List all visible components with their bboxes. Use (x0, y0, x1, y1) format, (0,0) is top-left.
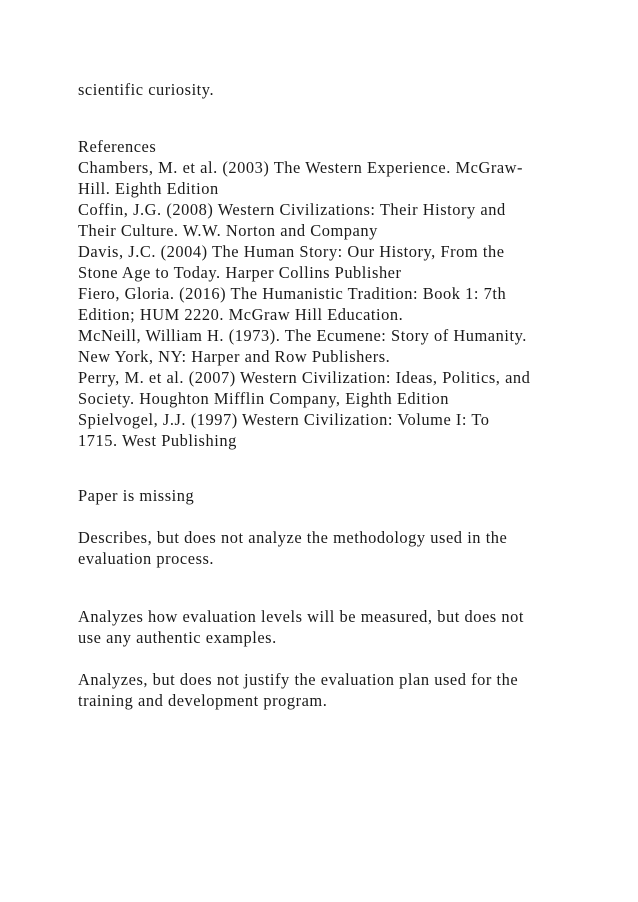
rubric-analyzes-plan-line: training and development program. (78, 691, 328, 710)
reference-line: McNeill, William H. (1973). The Ecumene: Story of Humanity. (78, 326, 527, 345)
reference-line: Coffin, J.G. (2008) Western Civilizations: Their History and (78, 200, 506, 219)
reference-line: Chambers, M. et al. (2003) The Western Experience. McGraw- (78, 158, 524, 177)
rubric-describes-line: Describes, but does not analyze the methodology used in the (78, 528, 508, 547)
reference-line: Davis, J.C. (2004) The Human Story: Our History, From the (78, 242, 505, 261)
reference-line: Society. Houghton Mifflin Company, Eighth Edition (78, 389, 449, 408)
rubric-analyzes-levels-line: use any authentic examples. (78, 628, 277, 647)
intro-text: scientific curiosity. (78, 80, 215, 99)
reference-line: Fiero, Gloria. (2016) The Humanistic Tradition: Book 1: 7th (78, 284, 507, 303)
rubric-analyzes-levels-line: Analyzes how evaluation levels will be measured, but does not (78, 607, 524, 626)
reference-line: Hill. Eighth Edition (78, 179, 219, 198)
rubric-describes-line: evaluation process. (78, 549, 215, 568)
reference-line: Spielvogel, J.J. (1997) Western Civilization: Volume I: To (78, 410, 490, 429)
reference-line: Their Culture. W.W. Norton and Company (78, 221, 378, 240)
rubric-missing: Paper is missing (78, 486, 195, 505)
reference-line: Edition; HUM 2220. McGraw Hill Education. (78, 305, 404, 324)
references-heading: References (78, 137, 157, 156)
reference-line: New York, NY: Harper and Row Publishers. (78, 347, 391, 366)
reference-line: Stone Age to Today. Harper Collins Publisher (78, 263, 402, 282)
reference-line: Perry, M. et al. (2007) Western Civilization: Ideas, Politics, and (78, 368, 531, 387)
reference-line: 1715. West Publishing (78, 431, 237, 450)
rubric-analyzes-plan-line: Analyzes, but does not justify the evaluation plan used for the (78, 670, 519, 689)
